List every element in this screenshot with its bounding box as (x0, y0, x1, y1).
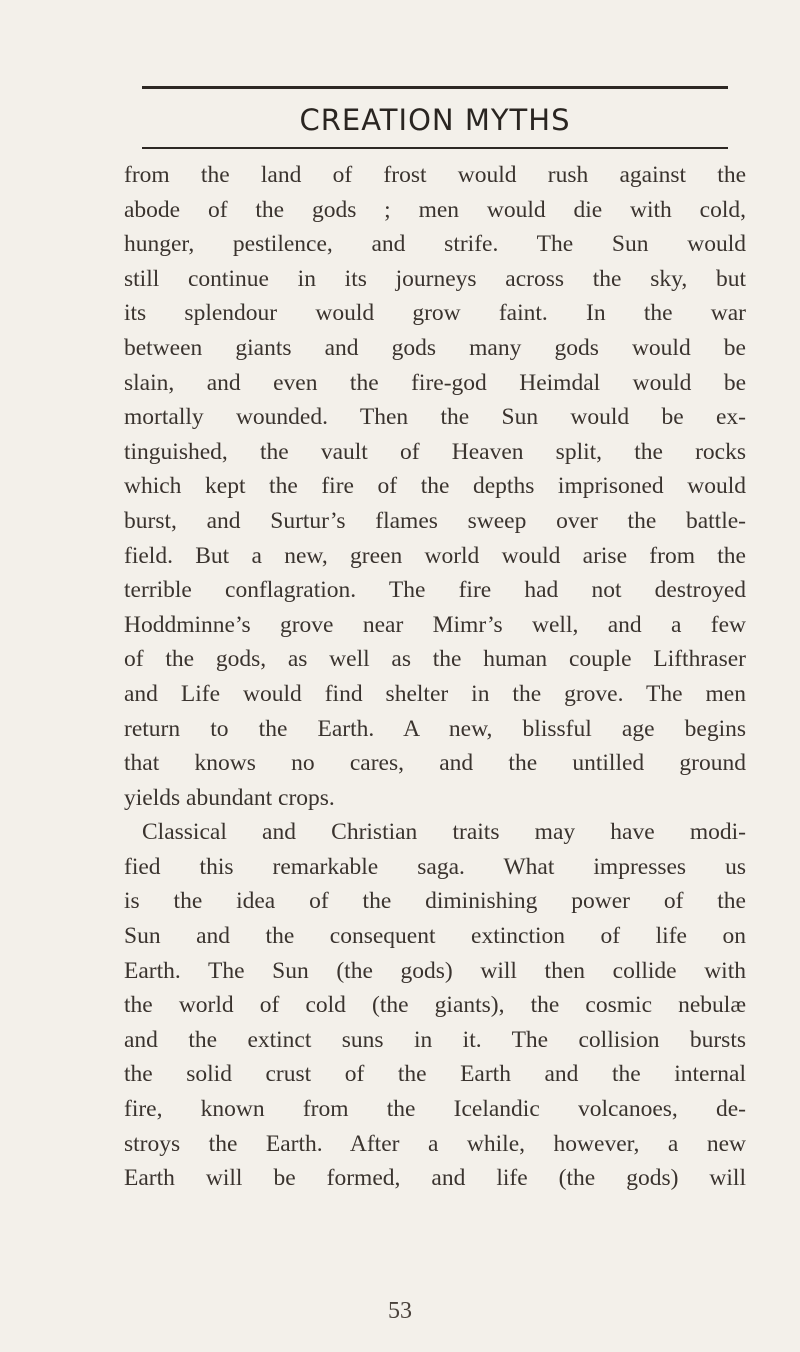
text-line: the world of cold (the giants), the cosmic nebulæ (124, 992, 746, 1019)
text-line: is the idea of the diminishing power of the (124, 888, 746, 915)
running-title: CREATION MYTHS (299, 103, 571, 137)
text-line: slain, and even the fire-god Heimdal would be (124, 369, 746, 396)
text-line: abode of the gods ; men would die with cold, (124, 196, 746, 223)
text-line: that knows no cares, and the untilled ground (124, 750, 746, 777)
text-line: of the gods, as well as the human couple Lifthraser (124, 646, 746, 673)
text-line: which kept the fire of the depths imprisoned would (124, 473, 746, 500)
body-text (124, 158, 746, 1196)
text-line: Earth will be formed, and life (the gods) will (124, 1165, 746, 1192)
text-line: terrible conflagration. The fire had not destroyed (124, 577, 746, 604)
paragraph-start-line: Classical and Christian traits may have modi- (142, 819, 746, 846)
text-line: its splendour would grow faint. In the war (124, 300, 746, 327)
text-line: yields abundant crops. (124, 784, 335, 811)
text-line: fire, known from the Icelandic volcanoes, de- (124, 1096, 746, 1123)
text-line: the solid crust of the Earth and the internal (124, 1061, 746, 1088)
text-line: and Life would find shelter in the grove. The men (124, 680, 746, 707)
text-line: fied this remarkable saga. What impresses us (124, 853, 746, 880)
text-line: Hoddminne’s grove near Mimr’s well, and a few (124, 611, 746, 638)
text-line: return to the Earth. A new, blissful age begins (124, 715, 746, 742)
text-line: Sun and the consequent extinction of life on (124, 923, 746, 950)
text-line: between giants and gods many gods would be (124, 334, 746, 361)
header-rule-bottom (142, 147, 728, 149)
text-line: stroys the Earth. After a while, however, a new (124, 1130, 746, 1157)
header-rule-top (142, 86, 728, 89)
text-line: and the extinct suns in it. The collision bursts (124, 1026, 746, 1053)
text-line: burst, and Surtur’s flames sweep over the battle- (124, 507, 746, 534)
text-line: mortally wounded. Then the Sun would be ex- (124, 404, 746, 431)
text-line: from the land of frost would rush against the (124, 162, 746, 188)
text-line: tinguished, the vault of Heaven split, the rocks (124, 438, 746, 465)
text-line: still continue in its journeys across the sky, but (124, 265, 746, 292)
text-line: Earth. The Sun (the gods) will then collide with (124, 957, 746, 984)
page-number: 53 (388, 1298, 412, 1324)
text-line: field. But a new, green world would arise from the (124, 542, 746, 569)
text-line: hunger, pestilence, and strife. The Sun would (124, 231, 746, 258)
